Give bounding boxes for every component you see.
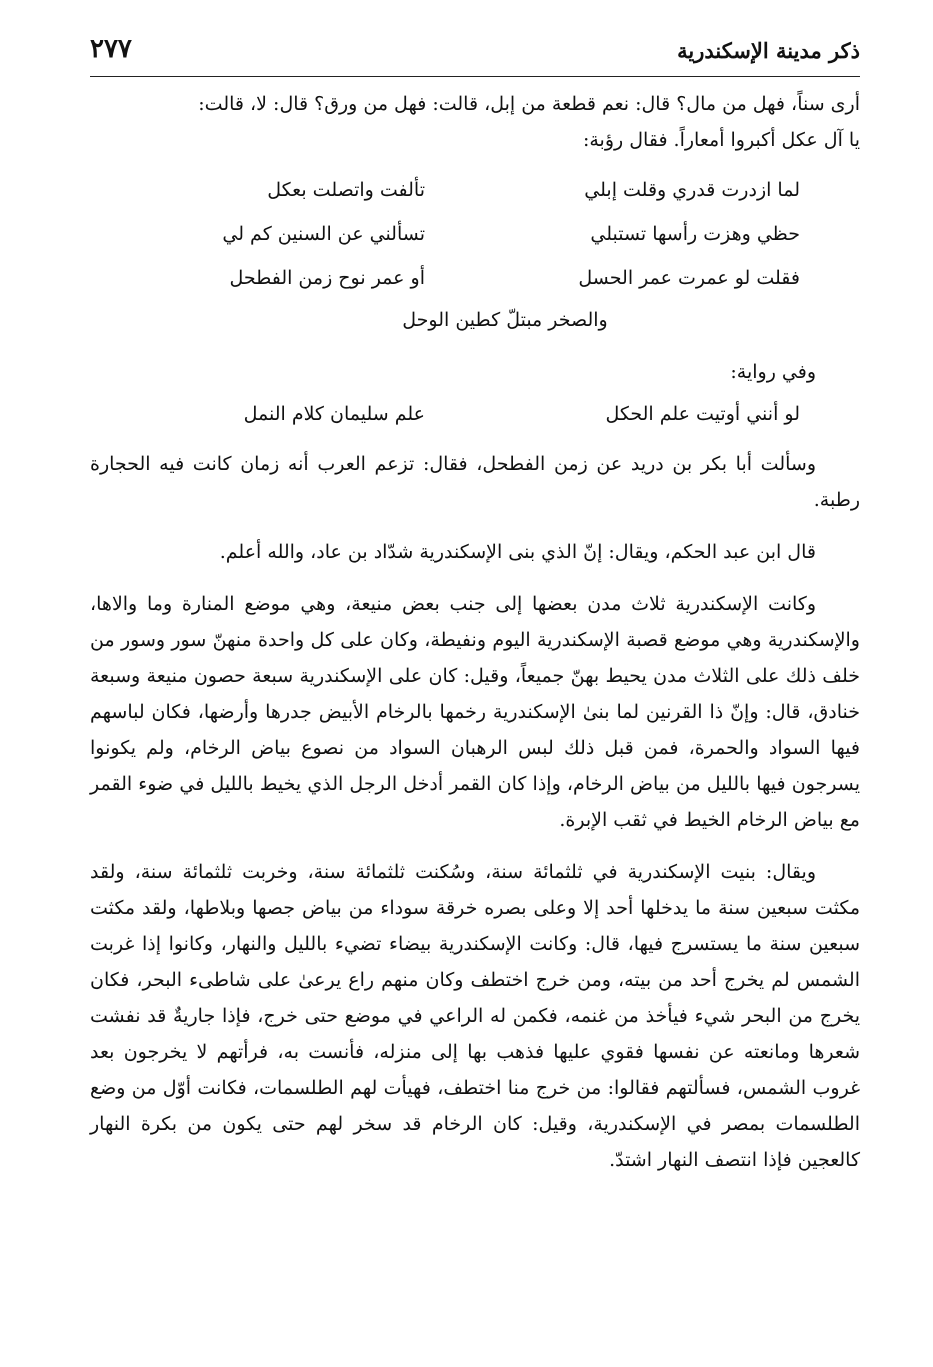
intro-line: أرى سناً، فهل من مال؟ قال: نعم قطعة من إبل، قالت: فهل من ورق؟ قال: لا، قالت: [198,93,860,115]
verse-line [90,212,860,256]
verse-hemistich-right: لو أنني أوتيت علم الحكل [605,403,800,425]
verse-hemistich-right: فقلت لو عمرت عمر الحسل [578,267,800,289]
paragraph-three-cities: وكانت الإسكندرية ثلاث مدن بعضها إلى جنب بعض منيعة، وهي موضع المنارة وما والاها، والإسكندرية وهي موضع قصبة الإسكندرية اليوم ونفيطة، وكان على كل واحدة منهنّ سور وسور من خلف ذلك على الثلاث مدن يحيط بهنّ جميعاً، وقيل: كان على الإسكندرية سبعة حصون منيعة وسبعة خنادق، قال: وإنّ ذا القرنين لما بنىٰ الإسكندرية رخمها بالرخام الأبيض جدرها وأرضها، فكان لباسهم فيها السواد والحمرة، فمن قبل ذلك لبس الرهبان السواد من نصوع بياض الرخام، ولم يكونوا يسرجون فيها بالليل من بياض الرخام، وإذا كان القمر أدخل الرجل الذي يخيط بالليل في ضوء القمر مع بياض الرخام الخيط في ثقب الإبرة. [90,593,860,831]
poem-verse-alt [90,392,860,436]
page-header [90,30,860,77]
verse-hemistich-right: لما ازدرت قدري وقلت إبلي [584,179,800,201]
verse-hemistich-left: تألفت واتصلت بعكل [267,179,425,201]
poem-verse [90,168,860,340]
verse-tail: والصخر مبتلّ كطين الوحل [402,309,608,331]
verse-hemistich-right: حظي وهزت رأسها تستبلي [590,223,800,245]
page-number: ٢٧٧ [90,34,132,64]
verse-line [90,392,860,436]
paragraph-fatahl: وسألت أبا بكر بن دريد عن زمن الفطحل، فقال: تزعم العرب أنه زمان كانت فيه الحجارة رطبة. [90,453,860,511]
verse-hemistich-left: أو عمر نوح زمن الفطحل [229,267,425,289]
riwaya-label: وفي رواية: [730,361,816,383]
running-title: ذكر مدينة الإسكندرية [677,38,860,63]
verse-line [90,168,860,212]
verse-hemistich-left: تسألني عن السنين كم لي [222,223,425,245]
page-body [90,86,860,1178]
verse-line [90,256,860,300]
verse-hemistich-left: علم سليمان كلام النمل [243,403,425,425]
paragraph-construction-years: ويقال: بنيت الإسكندرية في ثلثمائة سنة، وسُكنت ثلثمائة سنة، وخربت ثلثمائة سنة، ولقد مكثت سبعين سنة ما يدخلها أحد إلا وعلى بصره خرقة سوداء من بياض جصها وبلاطها، ولقد مكثت سبعين سنة ما يستسرج فيها، قال: وكانت الإسكندرية بيضاء تضيء بالليل والنهار، وكانوا إذا غربت الشمس لم يخرج أحد من بيته، ومن خرج اختطف وكان منهم راع يرعىٰ على شاطىء البحر، فكان يخرج من البحر شيء فيأخذ من غنمه، فكمن له الراعي في موضع حتى خرج، فإذا جاريةٌ قد نفشت شعرها ومانعته عن نفسها فقوي عليها فذهب بها إلى منزله، فأنست به، فرأتهم لا يخرجون بعد غروب الشمس، فسألتهم فقالوا: من خرج منا اختطف، فهيأت لهم الطلسمات، فكانت أوّل من وضع الطلسمات بمصر في الإسكندرية، وقيل: كان الرخام قد سخر لهم حتى يكون من بكرة النهار كالعجين فإذا انتصف النهار اشتدّ. [90,861,860,1171]
paragraph-ibn-abd-al-hakam: قال ابن عبد الحكم، ويقال: إنّ الذي بنى الإسكندرية شدّاد بن عاد، والله أعلم. [219,541,816,563]
intro-line: يا آل عكل أكبروا أمعاراً. فقال رؤبة: [582,129,860,151]
